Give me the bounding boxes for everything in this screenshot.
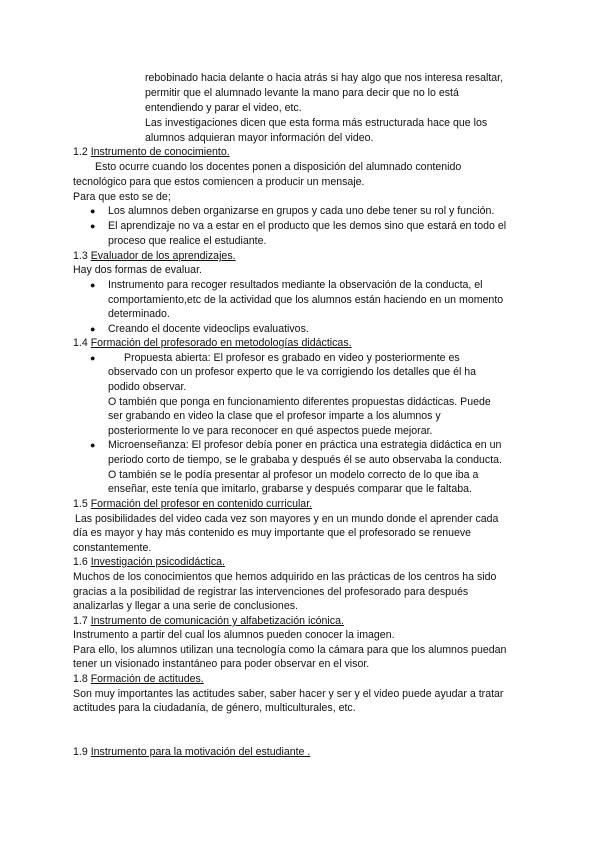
heading-1-2 bbox=[73, 146, 230, 159]
intro-line: alumnos adquieran mayor información del video. bbox=[145, 132, 374, 144]
section-number: 1.8 bbox=[73, 673, 88, 685]
section-title: Instrumento para la motivación del estudiante . bbox=[90, 746, 311, 758]
bullet-line: ser grabando en video la clase que el profesor imparte a los alumnos y bbox=[108, 410, 441, 422]
section-title: Evaluador de los aprendizajes. bbox=[90, 250, 236, 262]
heading-1-4 bbox=[73, 337, 352, 350]
bullet-line: O también se le podía presentar al profesor un modelo correcto de lo que iba a bbox=[108, 469, 479, 481]
section-title: Instrumento de comunicación y alfabetización icónica. bbox=[90, 615, 344, 627]
section-title: Formación de actitudes. bbox=[90, 673, 204, 685]
bullet-line: posteriormente lo ve para reconocer en qué aspectos puede mejorar. bbox=[108, 425, 433, 437]
paragraph-line: analizarlas y llegar a una serie de conclusiones. bbox=[73, 600, 298, 612]
heading-1-7 bbox=[73, 615, 344, 628]
heading-1-8 bbox=[73, 673, 204, 686]
bullet-line: Microenseñanza: El profesor debía poner en práctica una estrategia didáctica en un bbox=[108, 439, 502, 451]
section-title: Formación del profesor en contenido curricular. bbox=[90, 498, 313, 510]
section-number: 1.7 bbox=[73, 615, 88, 627]
paragraph-line: Son muy importantes las actitudes saber, saber hacer y ser y el video puede ayudar a tratar bbox=[73, 688, 504, 700]
bullet-line: El aprendizaje no va a estar en el producto que les demos sino que estará en todo el bbox=[108, 220, 507, 232]
section-number: 1.6 bbox=[73, 556, 88, 568]
section-number: 1.2 bbox=[73, 146, 88, 158]
paragraph-line: constantemente. bbox=[73, 542, 152, 554]
bullet-line: Propuesta abierta: El profesor es grabado en video y posteriormente es bbox=[124, 352, 460, 364]
paragraph-line: Muchos de los conocimientos que hemos adquirido en las prácticas de los centros ha sido bbox=[73, 571, 497, 583]
intro-line: rebobinado hacia delante o hacia atrás si hay algo que nos interesa resaltar, bbox=[145, 72, 504, 84]
bullet-icon: ● bbox=[90, 324, 96, 334]
paragraph-line: Las posibilidades del video cada vez son mayores y en un mundo donde el aprender cada bbox=[75, 513, 499, 525]
paragraph-line: actitudes para la ciudadanía, de género, multiculturales, etc. bbox=[73, 702, 356, 714]
heading-1-6 bbox=[73, 556, 225, 569]
bullet-line: enseñar, este tenía que imitarlo, grabarse y después comparar que le faltaba. bbox=[108, 483, 472, 495]
bullet-line: O también que ponga en funcionamiento diferentes propuestas didácticas. Puede bbox=[108, 396, 491, 408]
bullet-line: podido observar. bbox=[108, 381, 187, 393]
bullet-line: Instrumento para recoger resultados mediante la observación de la conducta, el bbox=[108, 279, 483, 291]
bullet-line: periodo corto de tiempo, se le grababa y después él se auto observaba la conducta. bbox=[108, 454, 502, 466]
section-number: 1.4 bbox=[73, 337, 88, 349]
paragraph-line: Instrumento a partir del cual los alumnos pueden conocer la imagen. bbox=[73, 629, 395, 641]
section-number: 1.9 bbox=[73, 746, 88, 758]
section-title: Investigación psicodidáctica. bbox=[90, 556, 225, 568]
bullet-line: Los alumnos deben organizarse en grupos y cada uno debe tener su rol y función. bbox=[108, 205, 495, 217]
heading-1-5 bbox=[73, 498, 312, 511]
paragraph-line: día es mayor y hay más contenido es muy importante que el profesorado se renueve bbox=[73, 527, 472, 539]
paragraph-line: Para que esto se de; bbox=[73, 191, 171, 203]
paragraph-line: Para ello, los alumnos utilizan una tecnología como la cámara para que los alumnos puedan bbox=[73, 644, 507, 656]
section-number: 1.5 bbox=[73, 498, 88, 510]
intro-line: Las investigaciones dicen que esta forma más estructurada hace que los bbox=[145, 117, 488, 129]
bullet-line: Creando el docente videoclips evaluativos. bbox=[108, 323, 309, 335]
section-title: Instrumento de conocimiento. bbox=[90, 146, 230, 158]
intro-line: entendiendo y parar el video, etc. bbox=[145, 102, 302, 114]
section-title: Formación del profesorado en metodologías didácticas. bbox=[90, 337, 352, 349]
bullet-icon: ● bbox=[90, 353, 96, 363]
heading-1-3 bbox=[73, 250, 236, 263]
paragraph-line: tecnológico para que estos comiencen a producir un mensaje. bbox=[73, 176, 365, 188]
bullet-icon: ● bbox=[90, 221, 96, 231]
paragraph-line: Esto ocurre cuando los docentes ponen a disposición del alumnado contenido bbox=[95, 161, 462, 173]
bullet-line: observado con un profesor experto que le va corrigiendo los detalles que él ha bbox=[108, 366, 477, 378]
bullet-icon: ● bbox=[90, 206, 96, 216]
bullet-icon: ● bbox=[90, 440, 96, 450]
heading-1-9 bbox=[73, 746, 310, 759]
bullet-line: determinado. bbox=[108, 308, 170, 320]
paragraph-line: tener un visionado instantáneo para poder observar en el visor. bbox=[73, 658, 370, 670]
paragraph-line: Hay dos formas de evaluar. bbox=[73, 264, 202, 276]
intro-line: permitir que el alumnado levante la mano para decir que no lo está bbox=[145, 87, 459, 99]
paragraph-line: gracias a la posibilidad de registrar las intervenciones del profesorado para después bbox=[73, 586, 469, 598]
bullet-line: proceso que realice el estudiante. bbox=[108, 235, 267, 247]
section-number: 1.3 bbox=[73, 250, 88, 262]
bullet-icon: ● bbox=[90, 280, 96, 290]
bullet-line: comportamiento,etc de la actividad que los alumnos están haciendo en un momento bbox=[108, 294, 504, 306]
